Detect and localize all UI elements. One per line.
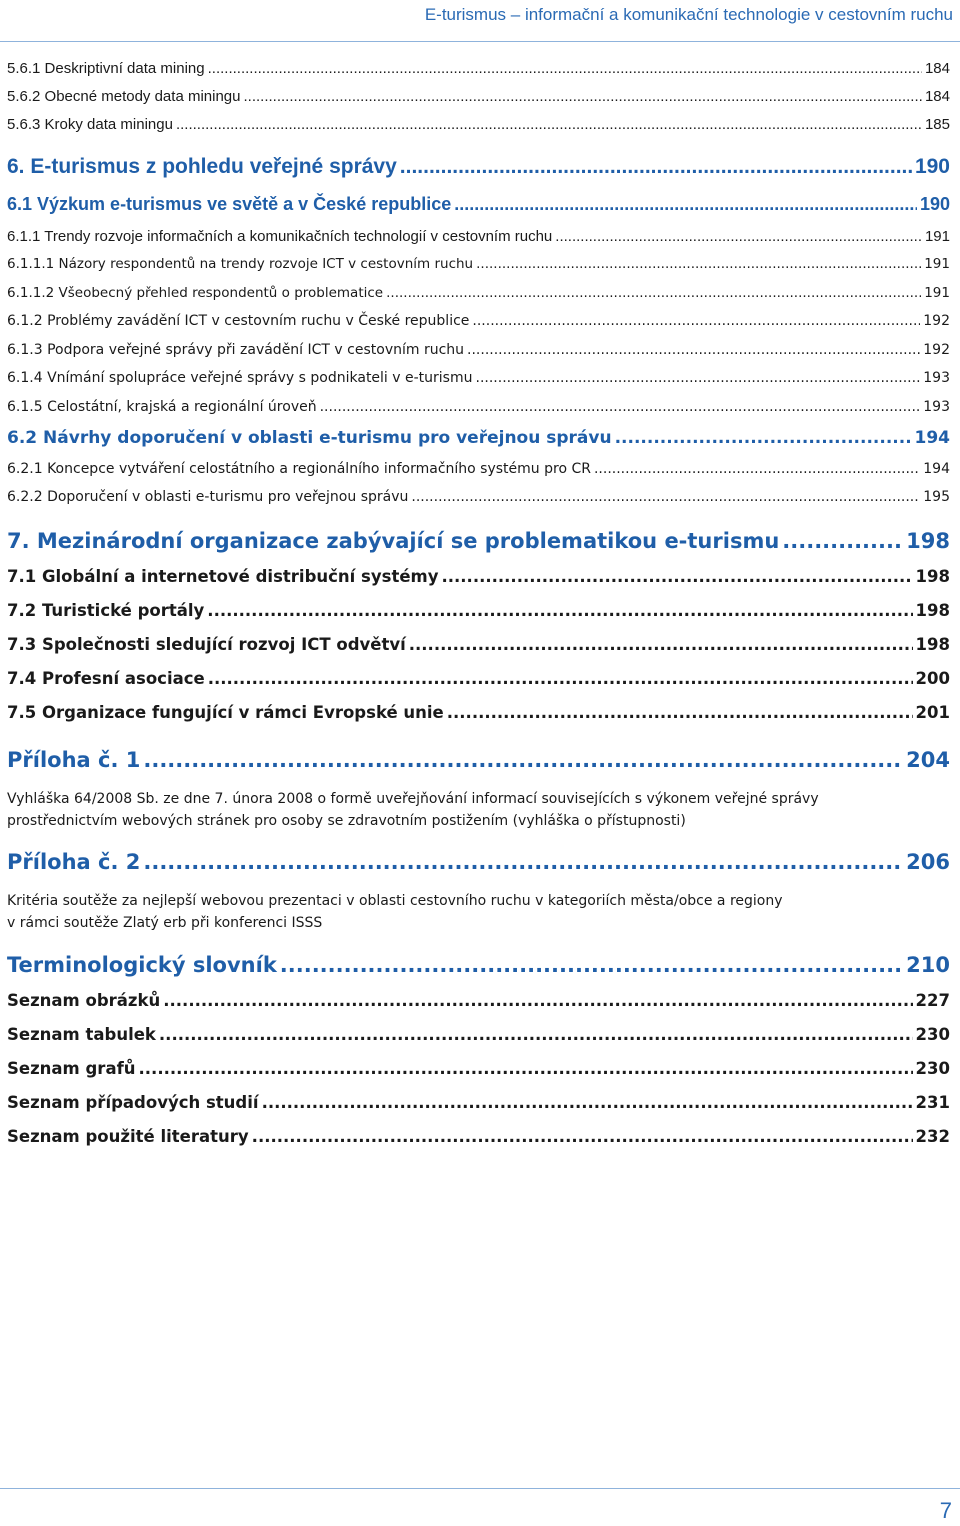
toc-entry-title: Seznam tabulek: [7, 1025, 156, 1044]
toc-entry-page: 194: [914, 428, 950, 448]
toc-entry-title: 7.5 Organizace fungující v rámci Evropské unie: [7, 703, 444, 722]
toc-entry-title: Seznam grafů: [7, 1059, 136, 1078]
toc-entry-title: Příloha č. 1: [7, 748, 141, 772]
toc-entry-page: 192: [923, 342, 950, 358]
toc-dot-leader: [400, 155, 912, 179]
toc-entry[interactable]: [7, 155, 950, 179]
toc-entry-title: Terminologický slovník: [7, 953, 277, 977]
toc-entry[interactable]: [7, 399, 950, 415]
toc-dot-leader: [476, 256, 921, 272]
toc-entry-title: Seznam obrázků: [7, 991, 161, 1010]
toc-entry-page: 195: [923, 489, 950, 505]
toc-entry-title: 6.1.1.1 Názory respondentů na trendy rozvoje ICT v cestovním ruchu: [7, 256, 474, 272]
toc-dot-leader: [409, 635, 913, 654]
toc-dot-leader: [555, 228, 922, 245]
toc-entry-title: 6. E-turismus z pohledu veřejné správy: [7, 155, 397, 178]
toc-entry-page: 232: [915, 1127, 950, 1146]
toc-dot-leader: [320, 399, 921, 415]
toc-dot-leader: [143, 850, 903, 874]
toc-entry[interactable]: [7, 285, 950, 301]
toc-entry-title: 7.2 Turistické portály: [7, 601, 205, 620]
toc-dot-leader: [447, 703, 913, 722]
toc-entry-title: 6.1.1.2 Všeobecný přehled respondentů o problematice: [7, 285, 384, 301]
toc-entry-title: 7. Mezinárodní organizace zabývající se problematikou e-turismu: [7, 529, 780, 553]
toc-entry-title: Seznam případových studií: [7, 1093, 259, 1112]
toc-entry[interactable]: [7, 489, 950, 505]
toc-entry[interactable]: [7, 991, 950, 1010]
toc-entry[interactable]: [7, 370, 950, 386]
table-of-contents: [7, 0, 950, 1480]
toc-entry[interactable]: [7, 88, 950, 105]
toc-entry-page: 204: [906, 748, 950, 772]
toc-dot-leader: [262, 1093, 913, 1112]
toc-entry-page: 192: [923, 313, 950, 329]
toc-entry[interactable]: [7, 1127, 950, 1146]
annex-2-description: [7, 890, 950, 934]
toc-entry[interactable]: [7, 256, 950, 272]
toc-entry[interactable]: [7, 228, 950, 245]
toc-entry-page: 191: [924, 285, 950, 301]
toc-entry[interactable]: [7, 60, 950, 77]
toc-dot-leader: [472, 313, 920, 329]
toc-entry[interactable]: [7, 601, 950, 620]
toc-entry-title: 6.2 Návrhy doporučení v oblasti e-turismu pro veřejnou správu: [7, 428, 612, 448]
toc-dot-leader: [782, 529, 903, 553]
toc-dot-leader: [176, 116, 922, 133]
toc-entry[interactable]: [7, 635, 950, 654]
toc-entry[interactable]: [7, 116, 950, 133]
toc-dot-leader: [159, 1025, 913, 1044]
toc-entry-title: 6.1 Výzkum e-turismus ve světě a v České republice: [7, 194, 452, 214]
toc-entry-page: 191: [924, 256, 950, 272]
toc-entry[interactable]: [7, 529, 950, 553]
toc-dot-leader: [280, 953, 903, 977]
page-number: 7: [939, 1498, 952, 1523]
toc-entry-title: 6.2.2 Doporučení v oblasti e-turismu pro veřejnou správu: [7, 489, 409, 505]
toc-entry-page: 184: [924, 60, 950, 77]
toc-entry[interactable]: [7, 1059, 950, 1078]
toc-entry-page: 206: [906, 850, 950, 874]
annex-2-description-line: v rámci soutěže Zlatý erb při konferenci ISSS: [7, 915, 323, 931]
toc-entry-title: 6.1.2 Problémy zavádění ICT v cestovním ruchu v České republice: [7, 313, 470, 329]
annex-1-description: [7, 788, 950, 832]
toc-entry-page: 200: [915, 669, 950, 688]
running-header: E-turismus – informační a komunikační technologie v cestovním ruchu: [424, 5, 953, 24]
toc-entry-title: Příloha č. 2: [7, 850, 141, 874]
toc-dot-leader: [163, 991, 912, 1010]
toc-entry[interactable]: [7, 1025, 950, 1044]
toc-entry-page: 190: [919, 194, 950, 214]
toc-entry-page: 193: [923, 399, 950, 415]
toc-dot-leader: [476, 370, 921, 386]
toc-entry-title: Seznam použité literatury: [7, 1127, 249, 1146]
toc-entry[interactable]: [7, 194, 950, 215]
toc-entry-title: 6.1.1 Trendy rozvoje informačních a komunikačních technologií v cestovním ruchu: [7, 228, 553, 245]
toc-entry-page: 184: [924, 88, 950, 105]
toc-entry-title: 5.6.2 Obecné metody data miningu: [7, 88, 241, 105]
toc-entry[interactable]: [7, 342, 950, 358]
toc-entry[interactable]: [7, 850, 950, 874]
toc-entry[interactable]: [7, 703, 950, 722]
toc-entry[interactable]: [7, 461, 950, 477]
toc-entry-page: 198: [915, 601, 950, 620]
toc-entry[interactable]: [7, 669, 950, 688]
toc-entry[interactable]: [7, 1093, 950, 1112]
toc-dot-leader: [207, 601, 912, 620]
toc-entry-title: 5.6.3 Kroky data miningu: [7, 116, 173, 133]
toc-entry[interactable]: [7, 313, 950, 329]
toc-entry-page: 210: [906, 953, 950, 977]
toc-dot-leader: [252, 1127, 913, 1146]
toc-entry-page: 231: [915, 1093, 950, 1112]
toc-dot-leader: [143, 748, 903, 772]
toc-entry-page: 190: [914, 155, 950, 178]
toc-entry-title: 6.1.3 Podpora veřejné správy při zavádění ICT v cestovním ruchu: [7, 342, 465, 358]
toc-dot-leader: [594, 461, 920, 477]
toc-entry-page: 198: [906, 529, 950, 553]
toc-entry[interactable]: [7, 428, 950, 448]
toc-entry-page: 198: [915, 567, 950, 586]
toc-entry-page: 230: [915, 1059, 950, 1078]
toc-dot-leader: [441, 567, 912, 586]
toc-entry-page: 193: [923, 370, 950, 386]
toc-dot-leader: [467, 342, 920, 358]
toc-entry[interactable]: [7, 953, 950, 977]
annex-2-description-line: Kritéria soutěže za nejlepší webovou prezentaci v oblasti cestovního ruchu v kategoriích města/obce a regiony: [7, 893, 783, 909]
toc-entry-page: 230: [915, 1025, 950, 1044]
footer-divider: [0, 1488, 960, 1489]
toc-entry-title: 6.1.4 Vnímání spolupráce veřejné správy s podnikateli v e-turismu: [7, 370, 473, 386]
toc-entry-page: 201: [915, 703, 950, 722]
toc-entry[interactable]: [7, 567, 950, 586]
toc-dot-leader: [208, 669, 913, 688]
toc-entry-page: 198: [915, 635, 950, 654]
toc-entry-page: 227: [915, 991, 950, 1010]
toc-entry-title: 7.4 Profesní asociace: [7, 669, 205, 688]
toc-entry-title: 7.3 Společnosti sledující rozvoj ICT odvětví: [7, 635, 406, 654]
toc-entry-title: 6.2.1 Koncepce vytváření celostátního a regionálního informačního systému pro CR: [7, 461, 591, 477]
toc-entry-title: 5.6.1 Deskriptivní data mining: [7, 60, 205, 77]
toc-dot-leader: [386, 285, 921, 301]
toc-dot-leader: [411, 489, 920, 505]
toc-entry-page: 191: [924, 228, 950, 245]
annex-1-description-line: prostřednictvím webových stránek pro osoby se zdravotním postižením (vyhláška o přístupnosti): [7, 813, 686, 829]
toc-dot-leader: [139, 1059, 913, 1078]
toc-entry-title: 6.1.5 Celostátní, krajská a regionální úroveň: [7, 399, 317, 415]
toc-dot-leader: [615, 428, 912, 448]
toc-dot-leader: [243, 88, 921, 105]
toc-dot-leader: [208, 60, 922, 77]
toc-entry[interactable]: [7, 748, 950, 772]
annex-1-description-line: Vyhláška 64/2008 Sb. ze dne 7. února 2008 o formě uveřejňování informací souvisejících s výkonem veřejné správy: [7, 791, 819, 807]
toc-dot-leader: [454, 194, 917, 215]
toc-entry-page: 185: [924, 116, 950, 133]
toc-entry-page: 194: [923, 461, 950, 477]
toc-entry-title: 7.1 Globální a internetové distribuční systémy: [7, 567, 439, 586]
